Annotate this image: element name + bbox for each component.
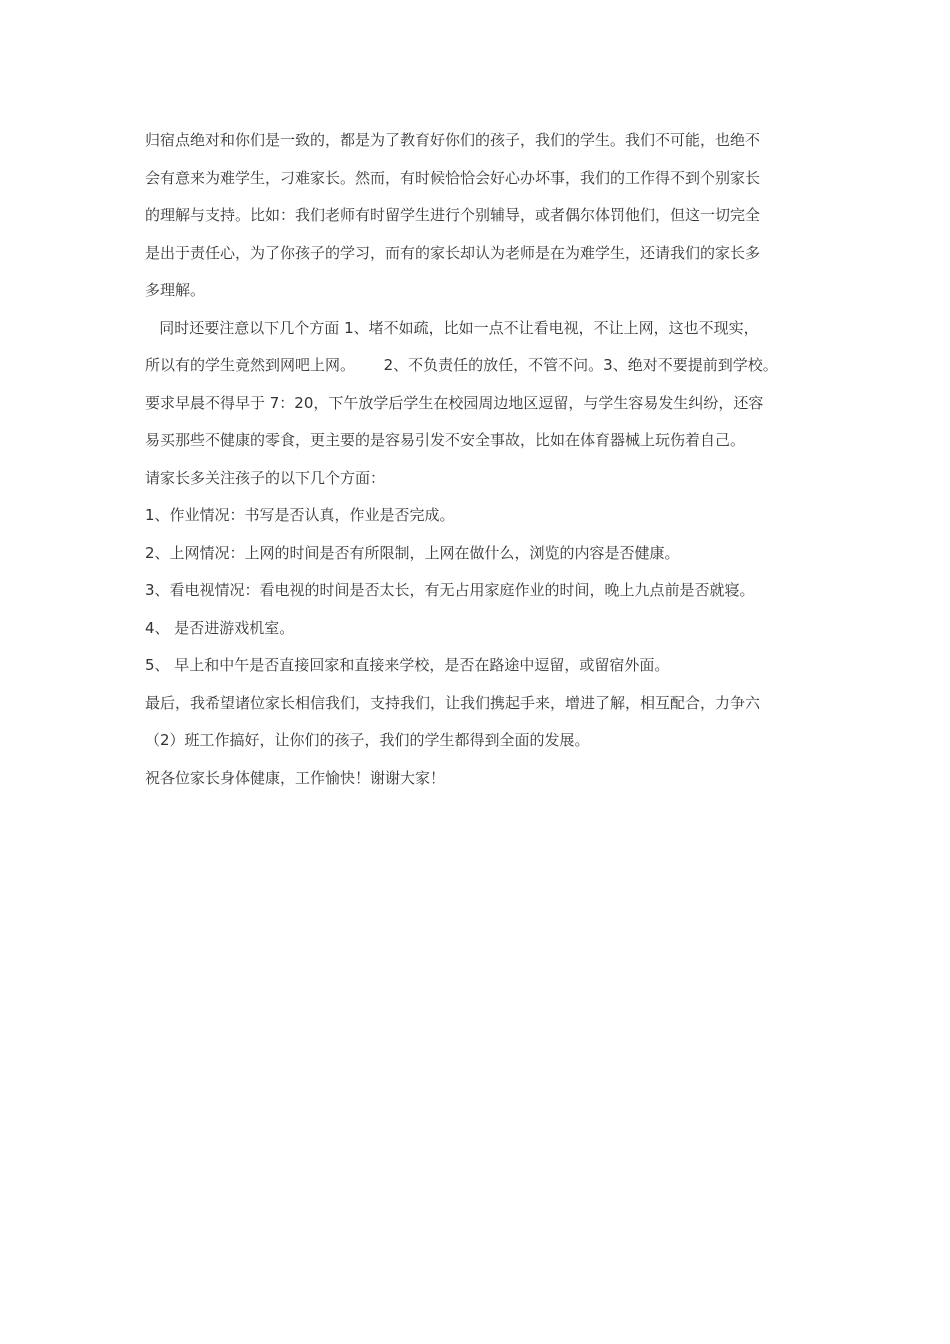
text-line: 要求早晨不得早于 7：20，下午放学后学生在校园周边地区逗留，与学生容易发生纠纷，还容	[145, 393, 764, 412]
list-item: 3、看电视情况：看电视的时间是否太长，有无占用家庭作业的时间，晚上九点前是否就寝。	[145, 581, 755, 599]
list-item: 2、上网情况：上网的时间是否有所限制，上网在做什么，浏览的内容是否健康。	[145, 543, 680, 562]
text-line: 归宿点绝对和你们是一致的，都是为了教育好你们的孩子，我们的学生。我们不可能，也绝不	[145, 131, 761, 149]
text-line: 易买那些不健康的零食，更主要的是容易引发不安全事故，比如在体育器械上玩伤着自己。	[145, 431, 746, 449]
text-line: 最后，我希望诸位家长相信我们，支持我们，让我们携起手来，增进了解，相互配合，力争六	[145, 693, 761, 712]
list-item: 5、 早上和中午是否直接回家和直接来学校，是否在路途中逗留，或留宿外面。	[145, 656, 670, 674]
document-body	[145, 122, 825, 797]
text-line: 会有意来为难学生，刁难家长。然而，有时候恰恰会好心办坏事，我们的工作得不到个别家长	[145, 168, 761, 187]
text-line: （2）班工作搞好，让你们的孩子，我们的学生都得到全面的发展。	[145, 731, 590, 749]
list-item: 1、作业情况：书写是否认真，作业是否完成。	[145, 506, 455, 524]
text-line: 是出于责任心，为了你孩子的学习，而有的家长却认为老师是在为难学生，还请我们的家长多	[145, 243, 761, 262]
closing-line: 祝各位家长身体健康，工作愉快！谢谢大家！	[145, 768, 446, 787]
text-line: 请家长多关注孩子的以下几个方面：	[145, 468, 386, 487]
text-line: 同时还要注意以下几个方面 1、堵不如疏，比如一点不让看电视，不让上网，这也不现实，	[145, 318, 759, 337]
text-line: 所以有的学生竟然到网吧上网。 2、不负责任的放任，不管不问。3、绝对不要提前到学校。	[145, 356, 778, 374]
text-line: 多理解。	[145, 281, 206, 299]
list-item: 4、 是否进游戏机室。	[145, 618, 295, 637]
text-line: 的理解与支持。比如：我们老师有时留学生进行个别辅导，或者偶尔体罚他们，但这一切完全	[145, 206, 761, 224]
